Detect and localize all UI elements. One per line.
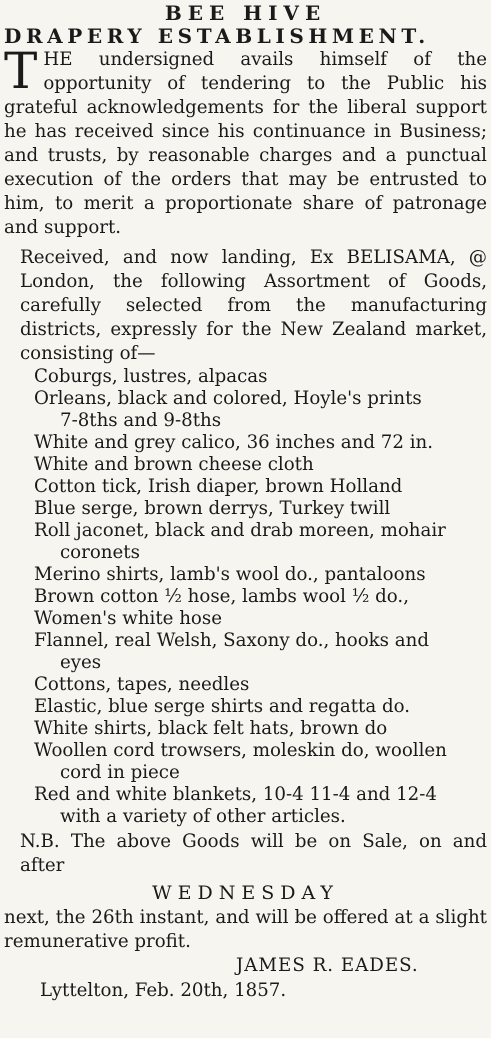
list-item-continuation: cord in piece <box>60 762 180 783</box>
list-item-continuation: coronets <box>60 542 140 563</box>
list-item <box>4 784 487 828</box>
subheading: DRAPERY ESTABLISHMENT. <box>4 24 430 48</box>
list-item <box>4 740 487 784</box>
list-item-text: Woollen cord trowsers, moleskin do, woollen <box>34 740 447 761</box>
sale-day: WEDNESDAY <box>152 882 339 904</box>
list-item-text: Cottons, tapes, needles <box>34 674 250 695</box>
list-item <box>4 696 487 718</box>
list-item <box>4 366 487 388</box>
received-paragraph: Received, and now landing, Ex BELISAMA, @ London, the following Assortment of Goods, carefully selected from the manufacturing districts, expressly for the New Zealand market, consisting of— <box>20 247 487 364</box>
heading: BEE HIVE <box>164 1 327 25</box>
goods-list <box>4 366 487 828</box>
list-item-text: Women's white hose <box>34 608 222 629</box>
list-item <box>4 586 487 608</box>
list-item <box>4 608 487 630</box>
list-item <box>4 454 487 476</box>
intro-paragraph <box>4 42 487 240</box>
list-item <box>4 564 487 586</box>
list-item <box>4 630 487 674</box>
list-item <box>4 718 487 740</box>
list-item <box>4 674 487 696</box>
list-item-continuation: eyes <box>60 652 102 673</box>
nb-paragraph: N.B. The above Goods will be on Sale, on and after <box>20 831 487 876</box>
list-item-text: Merino shirts, lamb's wool do., pantaloons <box>34 564 426 585</box>
intro-text: HE undersigned avails himself of the opportunity of tendering to the Public his grateful acknowledgements for the liberal support he has received since his continuance in Business; and trusts, by reasonable charges and a punctual execution of the orders that may be entrusted to him, to merit a proportionate share of patronage and support. <box>4 49 487 238</box>
list-item-text: Orleans, black and colored, Hoyle's prints <box>34 388 422 409</box>
list-item-text: Coburgs, lustres, alpacas <box>34 366 268 387</box>
list-item <box>4 432 487 454</box>
place-date: Lyttelton, Feb. 20th, 1857. <box>40 980 287 1001</box>
drop-cap: T <box>4 42 38 100</box>
list-item-text: White shirts, black felt hats, brown do <box>34 718 388 739</box>
list-item-text: Flannel, real Welsh, Saxony do., hooks and <box>34 630 429 651</box>
list-item-text: Roll jaconet, black and drab moreen, mohair <box>34 520 446 541</box>
list-item-text: White and grey calico, 36 inches and 72 in. <box>34 432 434 453</box>
closing-paragraph: next, the 26th instant, and will be offered at a slight remunerative profit. <box>4 907 487 952</box>
list-item-text: Cotton tick, Irish diaper, brown Holland <box>34 476 403 497</box>
list-item <box>4 388 487 432</box>
list-item-text: Blue serge, brown derrys, Turkey twill <box>34 498 391 519</box>
list-item <box>4 520 487 564</box>
list-item-text: Red and white blankets, 10-4 11-4 and 12-4 <box>34 784 437 805</box>
list-item-continuation: with a variety of other articles. <box>60 806 346 827</box>
signature: JAMES R. EADES. <box>236 955 419 976</box>
list-item <box>4 498 487 520</box>
list-item-continuation: 7-8ths and 9-8ths <box>60 410 222 431</box>
list-item <box>4 476 487 498</box>
list-item-text: Elastic, blue serge shirts and regatta do. <box>34 696 411 717</box>
list-item-text: Brown cotton ½ hose, lambs wool ½ do., <box>34 586 409 607</box>
list-item-text: White and brown cheese cloth <box>34 454 314 475</box>
